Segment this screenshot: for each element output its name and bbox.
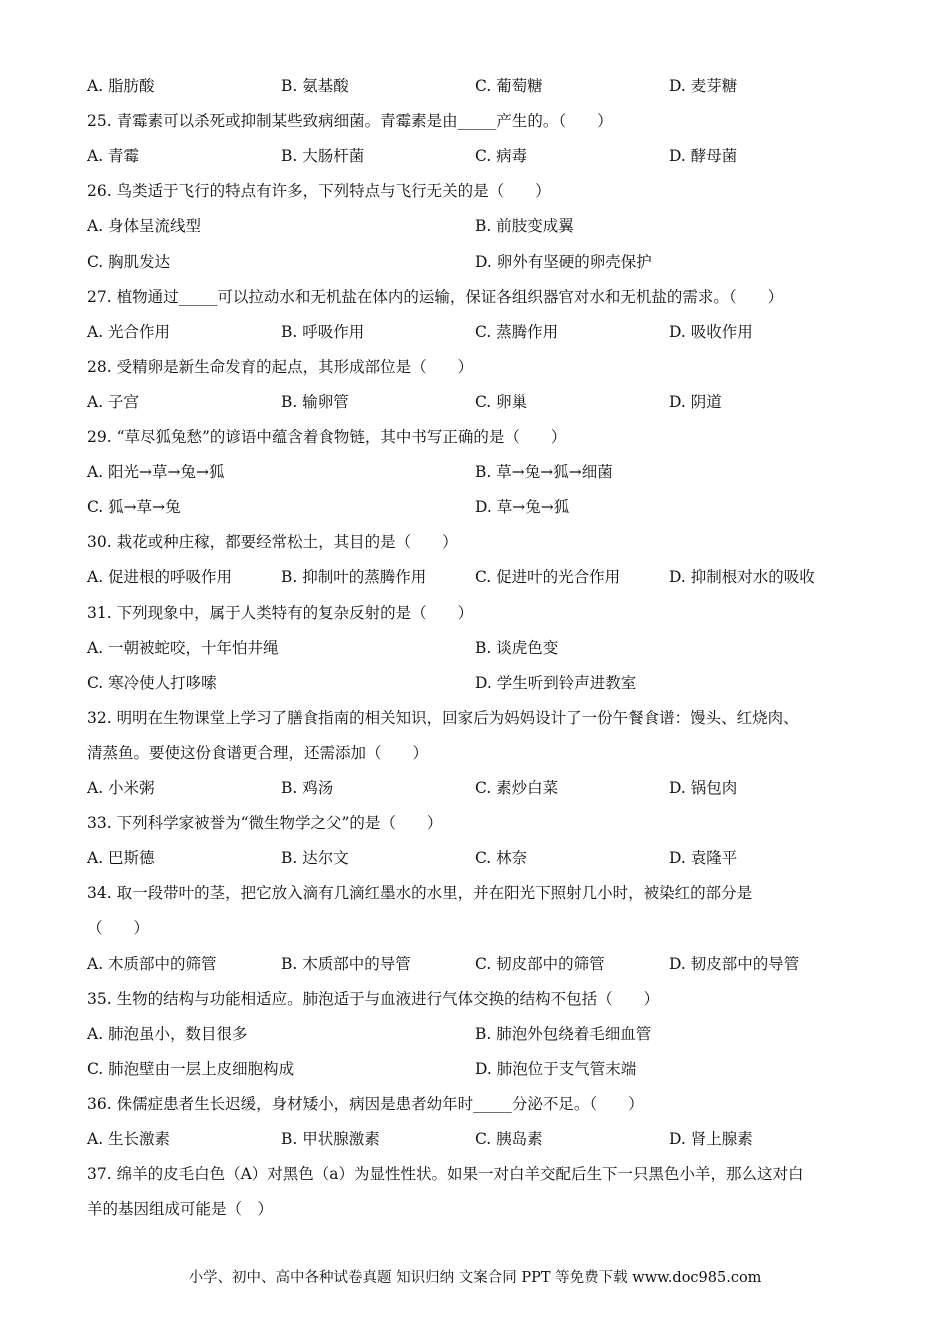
option-d: D. 草→兔→狐 [475,498,570,517]
option-b: B. 木质部中的导管 [281,954,411,973]
options-row [87,250,867,274]
option-b: B. 输卵管 [281,392,349,411]
options-row [87,846,867,870]
option-a: A. 促进根的呼吸作用 [87,568,233,587]
options-row [87,320,867,344]
options-row [87,144,867,168]
options-row [87,1022,867,1046]
option-c: C. 狐→草→兔 [87,498,181,517]
option-a: A. 脂肪酸 [87,77,155,95]
option-c: C. 肺泡壁由一层上皮细胞构成 [87,1059,295,1078]
question-stem: 清蒸鱼。要使这份食谱更合理，还需添加（ ） [87,743,429,762]
options-row [87,776,867,800]
options-row [87,390,867,414]
option-b: B. 达尔文 [281,849,349,868]
options-row [87,1057,867,1081]
option-d: D. 袁隆平 [669,849,738,868]
question-stem: 33. 下列科学家被誉为“微生物学之父”的是（ ） [87,814,443,833]
option-a: A. 身体呈流线型 [87,217,202,236]
option-a: A. 阳光→草→兔→狐 [87,463,225,482]
option-d: D. 酵母菌 [669,147,738,166]
option-d: D. 韧皮部中的导管 [669,954,800,973]
options-row [87,495,867,519]
option-a: A. 一朝被蛇咬，十年怕井绳 [87,638,279,657]
option-a: A. 巴斯德 [87,849,155,868]
option-c: C. 素炒白菜 [475,779,559,797]
options-row [87,1127,867,1151]
option-c: C. 林奈 [475,849,528,868]
question-stem: 35. 生物的结构与功能相适应。肺泡适于与血液进行气体交换的结构不包括（ ） [87,989,660,1008]
question-stem: 30. 栽花或种庄稼，都要经常松土，其目的是（ ） [87,533,458,552]
option-b: B. 甲状腺激素 [281,1130,380,1148]
option-d: D. 肾上腺素 [669,1130,753,1148]
option-b: B. 肺泡外包绕着毛细血管 [475,1024,652,1043]
option-c: C. 蒸腾作用 [475,322,559,341]
options-row [87,952,867,976]
question-stem: 32. 明明在生物课堂上学习了膳食指南的相关知识，回家后为妈妈设计了一份午餐食谱：馒头、红烧肉、 [87,708,799,727]
question-stem: （ ） [87,919,150,938]
question-stem: 37. 绵羊的皮毛白色（A）对黑色（a）为显性性状。如果一对白羊交配后生下一只黑色小羊，那么这对白 [87,1165,804,1184]
question-stem: 27. 植物通过_____可以拉动水和无机盐在体内的运输，保证各组织器官对水和无机盐的需求。（ ） [87,287,784,306]
question-stem: 36. 侏儒症患者生长迟缓，身材矮小，病因是患者幼年时_____分泌不足。（ ） [87,1094,644,1113]
option-a: A. 生长激素 [87,1130,171,1148]
option-a: A. 子宫 [87,392,140,411]
options-row [87,565,867,589]
option-a: A. 小米粥 [87,779,155,797]
options-row [87,460,867,484]
option-d: D. 抑制根对水的吸收 [669,568,815,587]
option-d: D. 肺泡位于支气管末端 [475,1059,637,1078]
option-a: A. 青霉 [87,147,140,166]
options-row [87,74,867,98]
option-c: C. 卵巢 [475,392,528,411]
option-a: A. 肺泡虽小，数目很多 [87,1024,248,1043]
page-footer: 小学、初中、高中各种试卷真题 知识归纳 文案合同 PPT 等免费下载 www.doc985.com [188,1270,762,1286]
option-a: A. 光合作用 [87,322,171,341]
option-c: C. 促进叶的光合作用 [475,568,621,587]
option-b: B. 鸡汤 [281,779,334,797]
option-b: B. 大肠杆菌 [281,147,365,166]
option-c: C. 葡萄糖 [475,77,543,95]
option-b: B. 抑制叶的蒸腾作用 [281,568,427,587]
option-b: B. 谈虎色变 [475,638,559,657]
option-d: D. 吸收作用 [669,322,753,341]
option-d: D. 麦芽糖 [669,77,738,95]
option-b: B. 前肢变成翼 [475,217,574,236]
options-row [87,636,867,660]
option-d: D. 锅包肉 [669,779,738,797]
option-d: D. 学生听到铃声进教室 [475,673,637,692]
question-stem: 羊的基因组成可能是（ ） [87,1200,274,1219]
options-row [87,214,867,238]
option-c: C. 寒冷使人打哆嗦 [87,673,217,692]
option-b: B. 氨基酸 [281,77,349,95]
option-c: C. 胰岛素 [475,1130,543,1148]
option-d: D. 卵外有坚硬的卵壳保护 [475,252,652,271]
option-b: B. 草→兔→狐→细菌 [475,463,613,482]
option-d: D. 阴道 [669,392,722,411]
option-c: C. 韧皮部中的筛管 [475,954,605,973]
option-a: A. 木质部中的筛管 [87,954,217,973]
options-row [87,671,867,695]
question-stem: 25. 青霉素可以杀死或抑制某些致病细菌。青霉素是由_____产生的。（ ） [87,112,613,131]
question-stem: 31. 下列现象中，属于人类特有的复杂反射的是（ ） [87,603,474,622]
option-c: C. 病毒 [475,147,528,166]
question-stem: 34. 取一段带叶的茎，把它放入滴有几滴红墨水的水里，并在阳光下照射几小时，被染红的部分是 [87,884,753,903]
option-c: C. 胸肌发达 [87,252,171,271]
question-stem: 29. “草尽狐兔愁”的谚语中蕴含着食物链，其中书写正确的是（ ） [87,428,567,446]
question-stem: 28. 受精卵是新生命发育的起点，其形成部位是（ ） [87,357,474,376]
question-stem: 26. 鸟类适于飞行的特点有许多，下列特点与飞行无关的是（ ） [87,182,551,201]
option-b: B. 呼吸作用 [281,322,365,341]
